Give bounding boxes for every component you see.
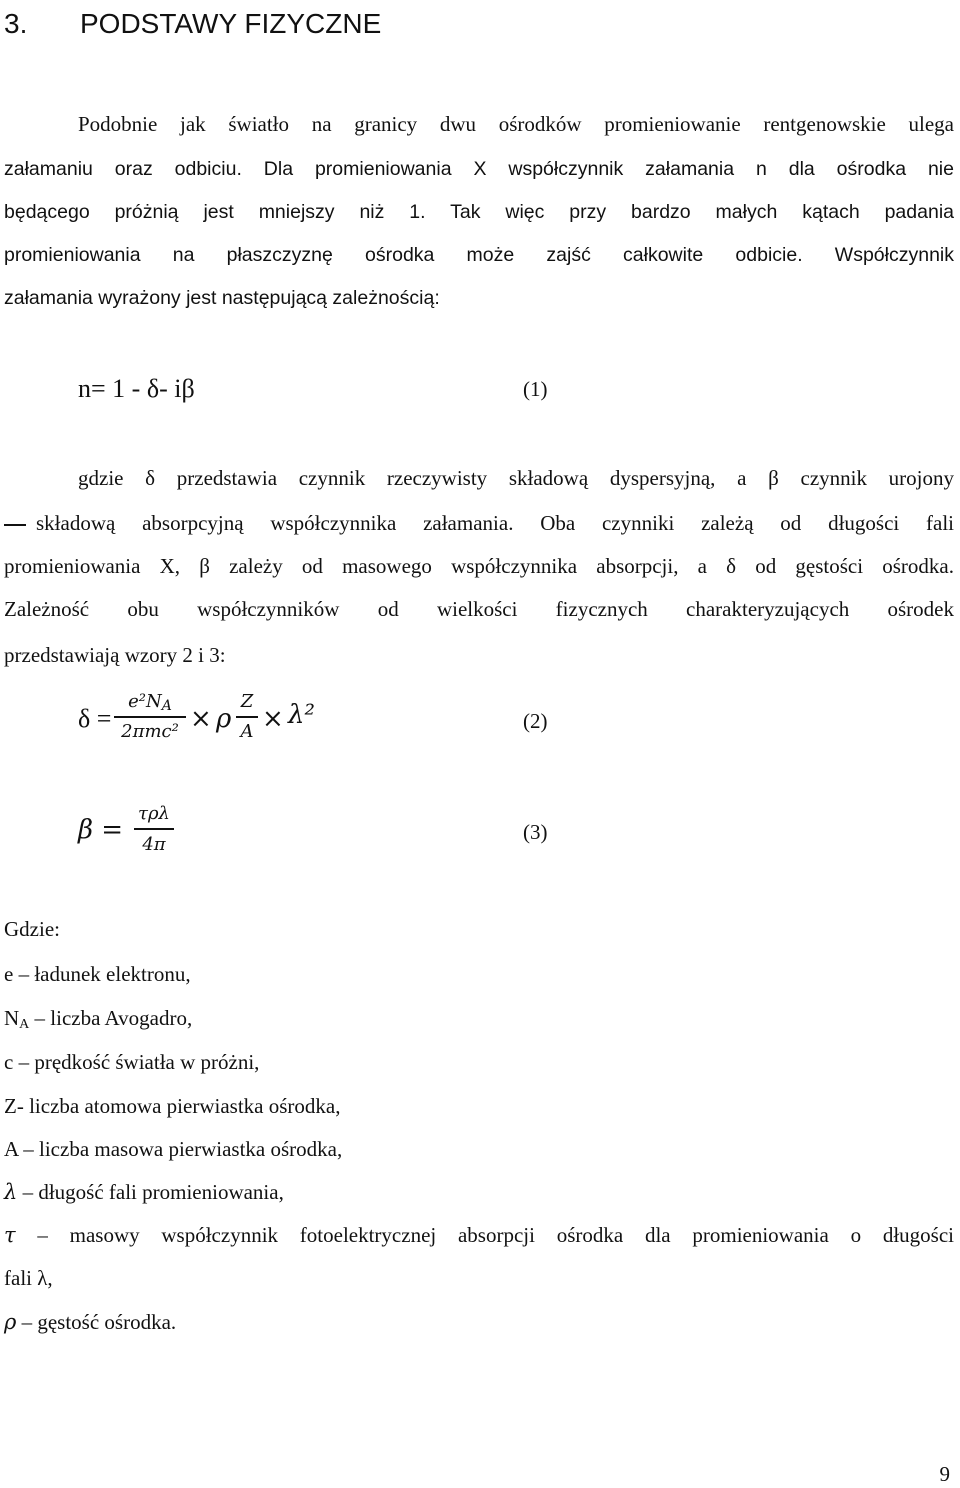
paragraph-line: promieniowania na płaszczyznę ośrodka może zajść całkowite odbicie. Współczynnik xyxy=(4,244,954,266)
paragraph-line: Podobnie jak światło na granicy dwu ośrodków promieniowanie rentgenowskie ulega xyxy=(78,112,954,136)
paragraph-line: będącego próżnią jest mniejszy niż 1. Tak więc przy bardzo małych kątach padania xyxy=(4,201,954,223)
times-sign: × xyxy=(262,704,284,734)
em-dash xyxy=(4,524,26,526)
equation-3-label: (3) xyxy=(523,820,548,844)
equation-1-label: (1) xyxy=(523,377,548,401)
fraction-numerator: Z xyxy=(240,691,254,712)
legend-item: λ – długość fali promieniowania, xyxy=(4,1180,284,1204)
fraction-denominator: 2πmc² xyxy=(121,721,179,742)
fraction-denominator: A xyxy=(240,721,254,742)
fraction-bar xyxy=(134,828,174,830)
paragraph-line: załamania wyrażony jest następującą zależnością: xyxy=(4,287,440,309)
paragraph-line: składową absorpcyjną współczynnika załamania. Oba czynniki zależą od długości fali xyxy=(36,511,954,535)
legend-item: τ – masowy współczynnik fotoelektrycznej absorpcji ośrodka dla promieniowania o długości xyxy=(4,1223,954,1247)
fraction-denominator: 4π xyxy=(142,834,166,855)
equation-1: n= 1 - δ- iβ xyxy=(78,374,195,403)
legend-item: $N_A$ – liczba Avogadro, xyxy=(4,1006,193,1032)
fraction-numerator: $e^2N_A$ xyxy=(128,691,172,714)
paragraph-line: promieniowania X, β zależy od masowego współczynnika absorpcji, a δ od gęstości ośrodka. xyxy=(4,554,954,578)
equation-2-lhs: δ = xyxy=(78,704,112,733)
paragraph-line: przedstawiają wzory 2 i 3: xyxy=(4,643,226,667)
paragraph-line: Zależność obu współczynników od wielkości fizycznych charakteryzujących ośrodek xyxy=(4,597,954,621)
legend-item: Z- liczba atomowa pierwiastka ośrodka, xyxy=(4,1094,341,1118)
times-sign: × xyxy=(190,704,212,734)
section-number: 3. xyxy=(4,8,28,39)
legend-item: ρ – gęstość ośrodka. xyxy=(4,1310,177,1334)
fraction-numerator: τρλ xyxy=(138,803,170,824)
where-label: Gdzie: xyxy=(4,917,60,941)
section-heading xyxy=(4,4,381,44)
legend-item: c – prędkość światła w próżni, xyxy=(4,1050,260,1074)
legend-item: A – liczba masowa pierwiastka ośrodka, xyxy=(4,1137,343,1161)
rho-symbol: ρ xyxy=(216,704,232,734)
legend-item: e – ładunek elektronu, xyxy=(4,962,191,986)
fraction-bar xyxy=(236,716,258,718)
page-number: 9 xyxy=(939,1462,950,1486)
lambda-squared: λ² xyxy=(288,700,315,730)
section-title: PODSTAWY FIZYCZNE xyxy=(80,8,382,39)
legend-item-continued: fali λ, xyxy=(4,1266,53,1290)
equation-2-label: (2) xyxy=(523,709,548,733)
paragraph-line-2 xyxy=(4,511,954,535)
paragraph-line: gdzie δ przedstawia czynnik rzeczywisty składową dyspersyjną, a β czynnik urojony xyxy=(78,466,954,490)
paragraph-line: załamaniu oraz odbiciu. Dla promieniowania X współczynnik załamania n dla ośrodka nie xyxy=(4,158,954,180)
equation-3-lhs: β = xyxy=(78,815,124,845)
fraction-bar xyxy=(114,716,186,718)
